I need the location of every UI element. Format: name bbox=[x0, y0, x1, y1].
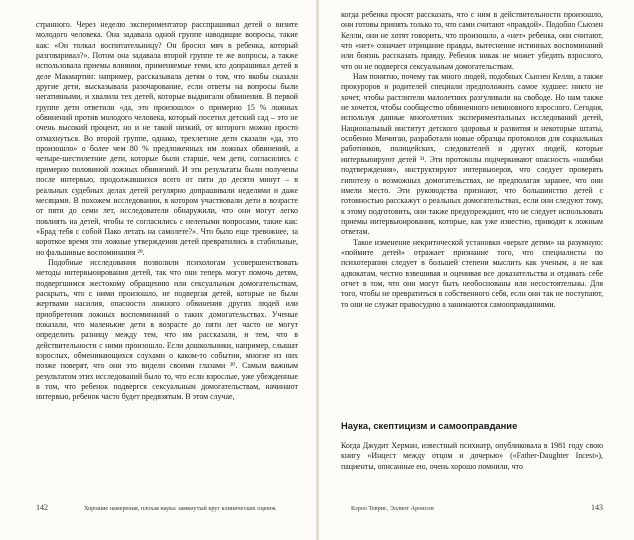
paragraph: странного. Через неделю экспериментатор расспрашивал детей о визите молодого человека. Она задавала одной группе наводящие вопросы, такие как: «Он толкал воспитательницу? Он бросил мяч в ребенка, который разговаривал?». Потом она задавала второй группе те же вопросы, а также использовала приемы влияния, применяемые теми, кто допрашивал детей в деле Макмартин: например, рассказывала детям о том, что якобы сказали другие дети, высказывала разочарование, если ответы на вопросы были негативными, и хвалила тех детей, которые выдвигали обвинения. В первой группе дети ответили «да, это произошло» о примерно 15 % ложных обвинений против молодого человека, который посетил детский сад – это не очень высокий процент, но и не такой низкий, от которого можно просто отмахнуться. Во второй группе, однако, трехлетние дети сказали «да, это произошло» о более чем 80 % предложенных им ложных обвинений, а четыре-шестилетние дети, которые были старше, чем дети, согласились с примерно половиной ложных обвинений. И эти результаты были получены после интервью, продолжавшихся всего от пяти до десяти минут – в реальных судебных делах детей регулярно допрашивали неделями и даже месяцами. В похожем исследовании, в котором участвовали дети в возрасте от пяти до семи лет, исследователи обнаружили, что они могут легко повлиять на детей, чтобы те согласились с нелепыми вопросами, такие как: «Брад тебя с собой Пако летать на самолете?». Что было еще тревожнее, за короткое время эти ложные утверждения детей превратились в стабильные, но фальшивые воспоминания ²⁹. bbox=[36, 20, 298, 257]
right-page-body bbox=[341, 10, 603, 310]
right-page-footer bbox=[341, 503, 603, 512]
left-page-body bbox=[36, 20, 298, 403]
section-heading: Наука, скептицизм и самооправдание bbox=[341, 420, 518, 431]
page-number: 143 bbox=[591, 503, 603, 512]
running-head: Кэрол Теврис, Эллиот Аронсон bbox=[351, 505, 434, 512]
running-head: Хорошие намерения, плохая наука: замкнутый круг клинических оценок bbox=[84, 505, 276, 512]
paragraph: Нам понятно, почему так много людей, подобных Сьюзен Келли, а также прокуроров и родителей специали предположить самое худшее: никто не хочет, чтобы растлители малолетних разгуливали на свободе. Но нам также не хочется, чтобы сообщество обвиненного невиновного взрослого. Сегодня, используя данные многолетних экспериментальных исследований детей, Национальный институт детского здоровья и развития и некоторые штаты, особенно Мичиган, разработали новые образцы протоколов для социальных работников, полицейских, следователей и других людей, которые интервьюируют детей ³¹. Эти протоколы подчеркивают опасность «ошибки подтверждения», инструктируют интервьюеров, что следует проверять гипотезу о возможных домогательствах, не предполагая заранее, что они имели место. Эти руководства признают, что большинство детей с готовностью расскажут о реальных домогательствах, если они следуют тому, к этому подготовить, они также предупреждают, что не следует использовать приемы интервьюирования, которые, как уже известно, приводят к ложным ответам. bbox=[341, 72, 603, 237]
left-page-footer bbox=[36, 503, 298, 512]
right-page bbox=[319, 0, 634, 540]
paragraph: Когда Джудит Херман, известный психиатр, опубликовала в 1981 году свою книгу «Инцест между отцом и дочерью» («Father-Daughter Incest»), пациенты, описанные ею, очень хорошо помнили, что bbox=[341, 441, 603, 471]
paragraph: Такое изменение некритической установки «верьте детям» на разумную: «поймите детей» отражает признание того, что специалисты по психотерапии следует в большей степени мыслить как ученым, а не как адвокатам, честно взвешивая и оценивая все доказательства и отдавать себе отчет в том, что они могут быть необоснованы или несостоятельны. Для того, чтобы не превратиться в собственного себя, если они так не поступают, то они не служат правосудию а занимаются самооправданиями. bbox=[341, 237, 603, 309]
right-page-section-body bbox=[341, 441, 603, 472]
page-number: 142 bbox=[36, 503, 48, 512]
paragraph: когда ребенка просят рассказать, что с ним в действительности произошло, они готовы принять только то, что сами считают «правдой». Подобно Сьюзен Келли, они не хотят говорить, что произошло, а «нет» ребенка, они считают, что «нет» означает отрицание правды, вытеснение истинных воспоминаний или боязнь рассказать правду. Ребенок никак не может убедить взрослого, что он не подвергся сексуальным домогательствам. bbox=[341, 10, 603, 71]
paragraph: Подобные исследования позволили психологам усовершенствовать методы интервьюирования детей, так что они теперь могут помочь детям, подвергшимся жестокому обращению или сексуальным домогательствам, раскрыть, что с ними произошло, не подвергая детей, которые не были жертвами насилия, опасности ложного обвинения других людей или приобретения ложных воспоминаний о таких домогательствах. Ученые показали, что маленькие дети в возрасте до пяти лет часто не могут определить разницу между тем, что им рассказали, и тем, что в действительности с ними произошло. Если дошкольники, например, слышат взрослых, обменивающихся слухами о каком-то событии, многие из них позже поверят, что они это видели своими глазами ³⁰. Самым важным результатом этих исследований было то, что если взрослые, уже убежденные в том, что ребенок подвергся сексуальным домогательствам, начинают интервью, ребенок часто будет предвзятым. В этом случае, bbox=[36, 257, 298, 402]
left-page bbox=[0, 0, 316, 540]
